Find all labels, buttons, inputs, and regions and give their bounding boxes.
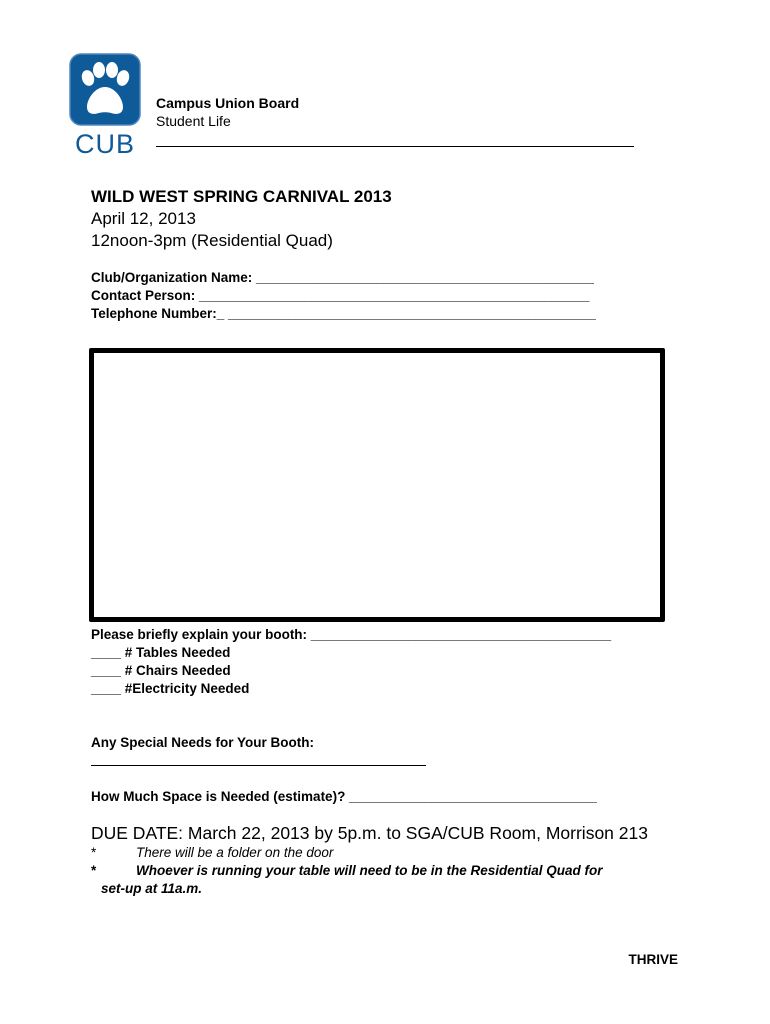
booth-explain-field[interactable]: Please briefly explain your booth: ________________________________________ [91, 627, 612, 642]
cub-logo [69, 53, 141, 157]
paw-toe-3 [106, 62, 118, 78]
org-header [156, 94, 299, 130]
chairs-needed-field[interactable]: ____ # Chairs Needed [91, 663, 231, 678]
bullet-star: * [91, 845, 97, 860]
special-needs-label: Any Special Needs for Your Booth: [91, 735, 315, 750]
note-continuation: set-up at 11a.m. [101, 881, 203, 896]
department: Student Life [156, 113, 231, 129]
tables-needed-field[interactable]: ____ # Tables Needed [91, 645, 231, 660]
booth-drawing-box[interactable] [89, 348, 665, 622]
event-info [91, 186, 392, 252]
footer-thrive: THRIVE [628, 952, 678, 967]
due-date: DUE DATE: March 22, 2013 by 5p.m. to SGA/CUB Room, Morrison 213 [91, 823, 648, 843]
electricity-needed-field[interactable]: ____ #Electricity Needed [91, 681, 250, 696]
club-name-field[interactable]: Club/Organization Name: _____________________________________________ [91, 270, 594, 285]
contact-person-field[interactable]: Contact Person: ____________________________________________________ [91, 288, 590, 303]
org-name: Campus Union Board [156, 95, 300, 111]
event-time-location: 12noon-3pm (Residential Quad) [91, 231, 333, 250]
note-text: Whoever is running your table will need to be in the Residential Quad for [136, 863, 603, 878]
telephone-field[interactable]: Telephone Number:_ _________________________________________________ [91, 306, 596, 321]
event-title: WILD WEST SPRING CARNIVAL 2013 [91, 187, 392, 206]
note-item [91, 844, 603, 862]
header-divider [156, 146, 634, 147]
event-date: April 12, 2013 [91, 209, 196, 228]
note-item [91, 862, 603, 880]
paw-toe-2 [93, 62, 105, 78]
space-needed-field[interactable]: How Much Space is Needed (estimate)? _________________________________ [91, 789, 597, 804]
bullet-star: * [91, 863, 97, 878]
booth-details [91, 626, 611, 698]
due-notes [91, 844, 603, 898]
logo-text: CUB [74, 129, 136, 157]
special-needs-line[interactable] [91, 765, 426, 766]
contact-fields [91, 269, 596, 323]
note-text: There will be a folder on the door [136, 845, 334, 860]
